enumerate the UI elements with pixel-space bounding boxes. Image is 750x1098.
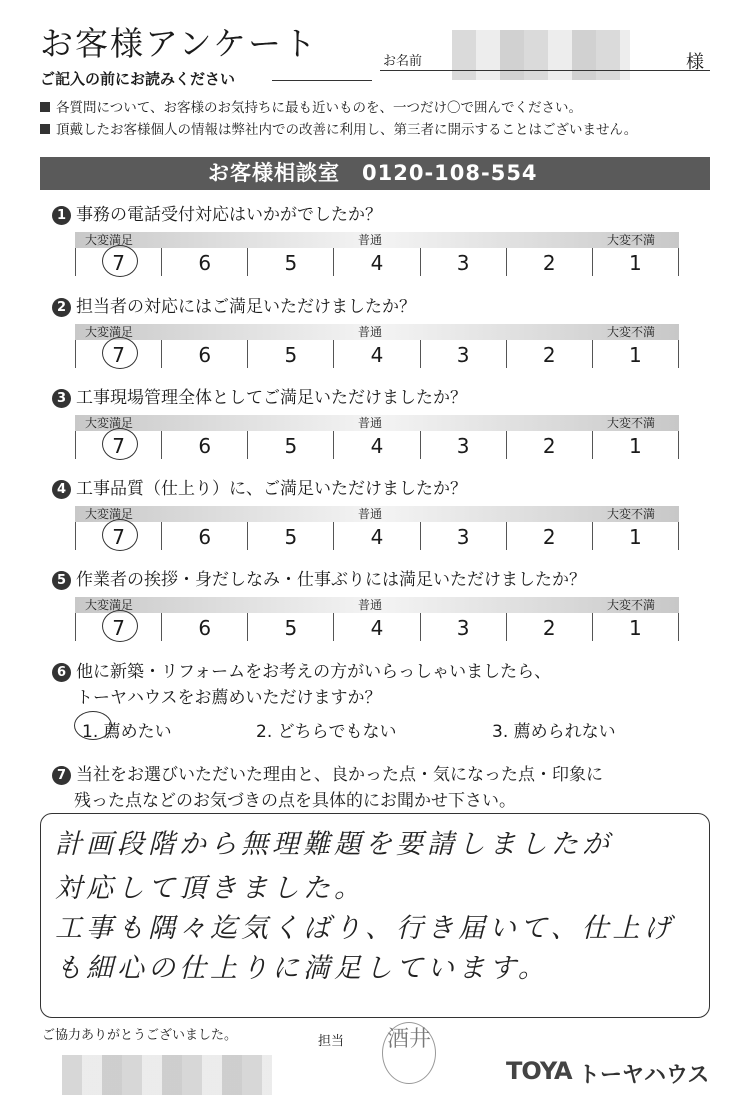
rating-option-5[interactable]: 5 (247, 613, 333, 641)
name-field-redacted (452, 30, 630, 80)
handwritten-line-3: 工事も隅々迄気くばり、行き届いて、仕上げ (55, 913, 675, 944)
handwritten-line-1: 計画段階から無理難題を要請しましたが (55, 829, 613, 860)
rating-cells (75, 522, 679, 550)
rating-option-3[interactable]: 3 (420, 431, 506, 459)
rating-option-7[interactable]: 7 (75, 340, 161, 368)
rating-option-6[interactable]: 6 (161, 613, 247, 641)
rating-option-2[interactable]: 2 (506, 248, 592, 276)
selected-circle (102, 519, 138, 551)
scale-label-high: 大変満足 (85, 416, 134, 430)
rating-option-1[interactable]: 1 (592, 340, 679, 368)
question-text: 担当者の対応にはご満足いただけましたか？ (76, 297, 416, 317)
number-badge: 3 (52, 389, 71, 408)
rating-scale (75, 324, 679, 368)
scale-label-high: 大変満足 (85, 233, 134, 247)
question-text: 工事現場管理全体としてご満足いただけましたか？ (76, 388, 467, 408)
rating-option-1[interactable]: 1 (592, 431, 679, 459)
rating-option-1[interactable]: 1 (592, 522, 679, 550)
notice-title: ご記入の前にお読みください (40, 70, 236, 88)
question-1 (52, 200, 382, 225)
rating-option-5[interactable]: 5 (247, 248, 333, 276)
scale-label-low: 大変不満 (607, 598, 656, 612)
staff-label: 担当 (318, 1034, 345, 1049)
rating-option-3[interactable]: 3 (420, 613, 506, 641)
rating-option-3[interactable]: 3 (420, 340, 506, 368)
rating-scale (75, 415, 679, 459)
rating-option-6[interactable]: 6 (161, 431, 247, 459)
company-logo: TOYA (506, 1057, 572, 1085)
scale-label-high: 大変満足 (85, 507, 134, 521)
question-4 (52, 474, 467, 499)
question-7: 7 当社をお選びいただいた理由と、良かった点・気になった点・印象に (52, 760, 603, 785)
question-6: 6 他に新築・リフォームをお考えの方がいらっしゃいましたら、 (52, 657, 551, 682)
rating-option-6[interactable]: 6 (161, 522, 247, 550)
page-title: お客様アンケート (40, 24, 319, 63)
rating-option-7[interactable]: 7 (75, 613, 161, 641)
question-7-line-2: 残った点などのお気づきの点を具体的にお聞かせ下さい。 (74, 791, 516, 811)
number-badge: 6 (52, 663, 71, 682)
instruction-2: 頂戴したお客様個人の情報は弊社内での改善に利用し、第三者に開示することはございません。 (40, 118, 637, 138)
question-6-line-2: トーヤハウスをお薦めいただけますか？ (76, 688, 382, 708)
rating-option-4[interactable]: 4 (333, 613, 419, 641)
scale-label-low: 大変不満 (607, 325, 656, 339)
rating-cells (75, 431, 679, 459)
rating-option-5[interactable]: 5 (247, 340, 333, 368)
rating-option-7[interactable]: 7 (75, 431, 161, 459)
notice-divider (272, 80, 372, 81)
scale-label-mid: 普通 (358, 325, 383, 339)
rating-option-4[interactable]: 4 (333, 431, 419, 459)
question-5 (52, 565, 586, 590)
question-3 (52, 383, 467, 408)
rating-option-6[interactable]: 6 (161, 248, 247, 276)
question-2 (52, 292, 416, 317)
rating-scale (75, 597, 679, 641)
name-underline (380, 70, 710, 71)
rating-option-2[interactable]: 2 (506, 613, 592, 641)
rating-option-4[interactable]: 4 (333, 248, 419, 276)
company-name: トーヤハウス (578, 1063, 710, 1088)
rating-option-4[interactable]: 4 (333, 522, 419, 550)
option-1[interactable]: 1. 薦めたい (82, 722, 172, 742)
rating-option-7[interactable]: 7 (75, 522, 161, 550)
rating-option-2[interactable]: 2 (506, 431, 592, 459)
scale-label-mid: 普通 (358, 507, 383, 521)
question-text: 作業者の挨拶・身だしなみ・仕事ぶりには満足いただけましたか？ (76, 570, 586, 590)
rating-option-2[interactable]: 2 (506, 522, 592, 550)
selected-circle (102, 245, 138, 277)
selected-circle (102, 337, 138, 369)
hotline-banner: お客様相談室 0120-108-554 (40, 157, 710, 190)
selected-circle (102, 428, 138, 460)
option-3[interactable]: 3. 薦められない (492, 722, 616, 742)
name-label: お名前 (383, 54, 423, 69)
number-badge: 2 (52, 298, 71, 317)
rating-option-5[interactable]: 5 (247, 522, 333, 550)
selected-circle (102, 610, 138, 642)
number-badge: 5 (52, 571, 71, 590)
handwritten-line-2: 対応して頂きました。 (55, 873, 365, 904)
rating-option-6[interactable]: 6 (161, 340, 247, 368)
rating-option-3[interactable]: 3 (420, 248, 506, 276)
scale-label-high: 大変満足 (85, 598, 134, 612)
scale-label-low: 大変不満 (607, 233, 656, 247)
scale-label-mid: 普通 (358, 233, 383, 247)
question-text: 工事品質（仕上り）に、ご満足いただけましたか？ (76, 479, 467, 499)
number-badge: 4 (52, 480, 71, 499)
number-badge: 7 (52, 766, 71, 785)
rating-option-5[interactable]: 5 (247, 431, 333, 459)
staff-seal-stamp: 酒井 (382, 1022, 436, 1084)
rating-cells (75, 340, 679, 368)
number-badge: 1 (52, 206, 71, 225)
rating-scale (75, 232, 679, 276)
thanks-text: ご協力ありがとうございました。 (42, 1028, 238, 1043)
scale-label-mid: 普通 (358, 416, 383, 430)
scale-label-low: 大変不満 (607, 416, 656, 430)
scale-label-mid: 普通 (358, 598, 383, 612)
rating-option-4[interactable]: 4 (333, 340, 419, 368)
rating-cells (75, 613, 679, 641)
rating-option-1[interactable]: 1 (592, 248, 679, 276)
rating-option-3[interactable]: 3 (420, 522, 506, 550)
rating-option-1[interactable]: 1 (592, 613, 679, 641)
question-text: 事務の電話受付対応はいかがでしたか？ (76, 205, 382, 225)
redacted-info (62, 1055, 272, 1095)
rating-option-2[interactable]: 2 (506, 340, 592, 368)
name-suffix: 様 (686, 52, 704, 73)
bullet-square-icon (40, 102, 50, 112)
handwritten-line-4: も細心の仕上りに満足しています。 (55, 953, 549, 984)
rating-scale (75, 506, 679, 550)
instruction-1: 各質問について、お客様のお気持ちに最も近いものを、一つだけ〇で囲んでください。 (40, 96, 582, 116)
option-2[interactable]: 2. どちらでもない (256, 722, 397, 742)
rating-cells (75, 248, 679, 276)
scale-label-low: 大変不満 (607, 507, 656, 521)
bullet-square-icon (40, 124, 50, 134)
scale-label-high: 大変満足 (85, 325, 134, 339)
rating-option-7[interactable]: 7 (75, 248, 161, 276)
